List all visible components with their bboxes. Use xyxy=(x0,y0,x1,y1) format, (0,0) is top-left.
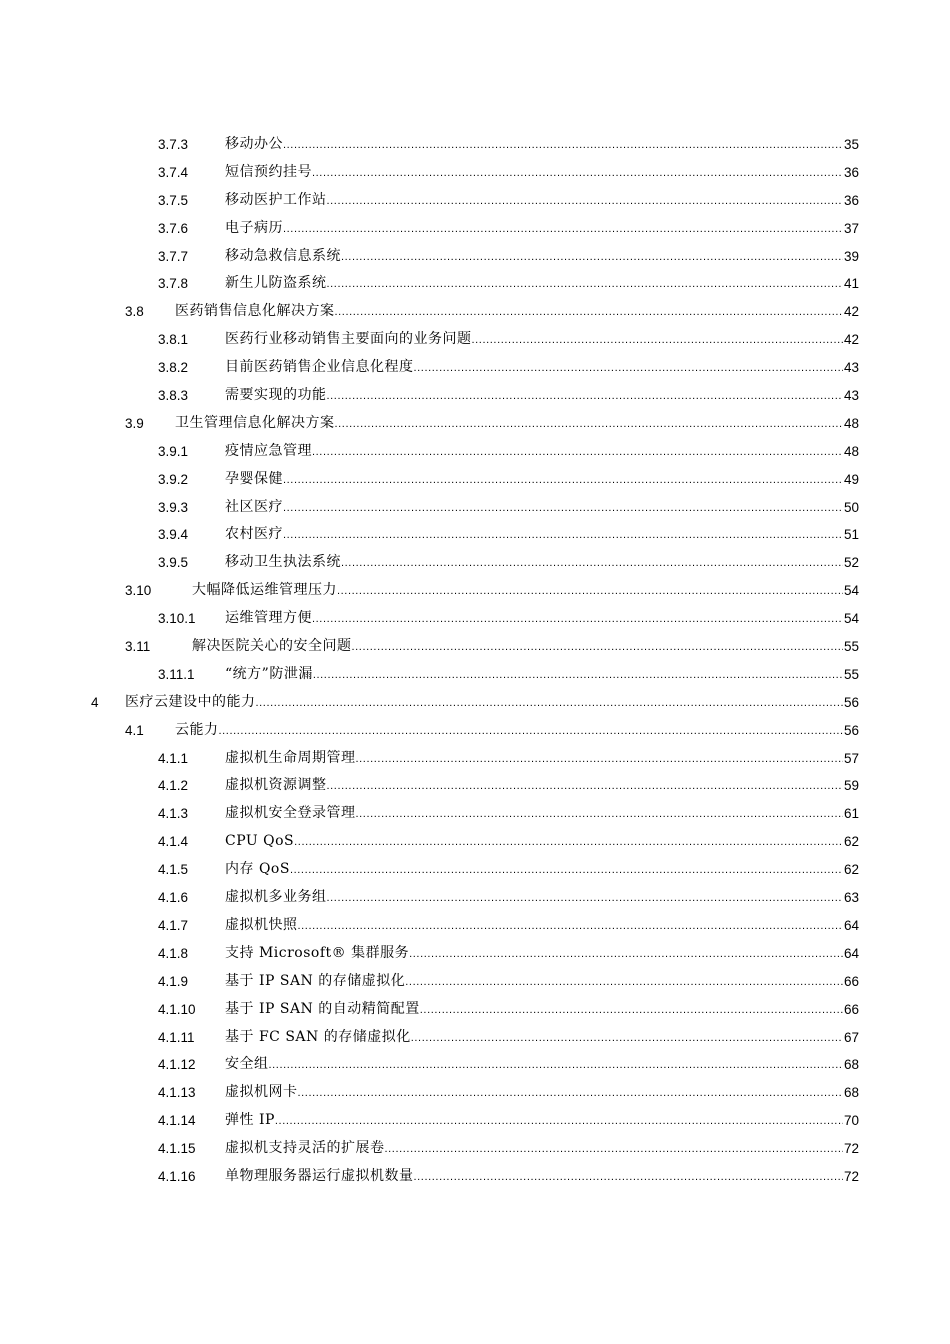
toc-entry-title-wrap xyxy=(175,717,843,745)
toc-entry-title-wrap xyxy=(225,800,843,828)
toc-dot-leader xyxy=(269,1052,843,1079)
toc-entry-title[interactable]: 单物理服务器运行虚拟机数量 xyxy=(225,1167,414,1184)
toc-entry-title[interactable]: 孕婴保健 xyxy=(225,470,283,487)
toc-entry[interactable] xyxy=(0,159,950,187)
toc-entry-number: 4.1.10 xyxy=(158,1001,196,1017)
toc-entry-title[interactable]: 虚拟机多业务组 xyxy=(225,889,327,906)
toc-entry-title[interactable]: 解决医院关心的安全问题 xyxy=(192,638,352,655)
toc-entry-title[interactable]: 虚拟机资源调整 xyxy=(225,777,327,794)
toc-entry-page-number[interactable]: 54 xyxy=(843,605,859,633)
toc-dot-leader xyxy=(283,216,843,243)
toc-entry-page-number[interactable]: 36 xyxy=(843,159,859,187)
toc-entry-page-number[interactable]: 72 xyxy=(843,1163,859,1191)
toc-entry[interactable] xyxy=(0,131,950,159)
toc-dot-leader xyxy=(312,160,843,187)
toc-entry-page-number[interactable]: 70 xyxy=(843,1107,859,1135)
toc-entry-title-wrap xyxy=(225,494,843,522)
toc-entry[interactable] xyxy=(0,1135,950,1163)
toc-entry-title-wrap xyxy=(225,856,843,884)
toc-entry-page-number[interactable]: 49 xyxy=(843,466,859,494)
toc-entry-page-number[interactable]: 59 xyxy=(843,772,859,800)
toc-dot-leader xyxy=(327,773,843,800)
toc-dot-leader xyxy=(385,1136,843,1163)
toc-entry-page-number[interactable]: 42 xyxy=(843,298,859,326)
toc-entry-title-wrap xyxy=(225,215,843,243)
toc-entry-number: 3.9.5 xyxy=(158,555,189,571)
toc-entry-page-number[interactable]: 64 xyxy=(843,912,859,940)
toc-entry-title-wrap xyxy=(225,828,843,856)
toc-entry-page-number[interactable]: 50 xyxy=(843,494,859,522)
toc-entry-title-wrap xyxy=(225,131,843,159)
toc-entry[interactable] xyxy=(0,354,950,382)
toc-dot-leader xyxy=(290,857,843,884)
toc-dot-leader xyxy=(283,467,843,494)
toc-entry-number: 4.1.1 xyxy=(158,750,189,766)
toc-entry-page-number[interactable]: 57 xyxy=(843,745,859,773)
toc-entry-title-wrap xyxy=(225,605,843,633)
toc-entry-title-wrap xyxy=(225,382,843,410)
toc-entry[interactable] xyxy=(0,772,950,800)
toc-entry-title-wrap xyxy=(225,270,843,298)
toc-entry-number: 3.7.7 xyxy=(158,248,189,264)
toc-entry[interactable] xyxy=(0,996,950,1024)
toc-entry-title[interactable]: 移动办公 xyxy=(225,136,283,152)
toc-dot-leader xyxy=(327,885,843,912)
toc-entry-title-wrap xyxy=(175,410,843,438)
toc-entry-page-number[interactable]: 54 xyxy=(843,577,859,605)
toc-entry[interactable] xyxy=(0,521,950,549)
toc-entry[interactable] xyxy=(0,577,950,605)
toc-entry-number: 3.8.1 xyxy=(158,332,189,348)
toc-entry-title-wrap xyxy=(225,745,843,773)
toc-dot-leader xyxy=(356,801,843,828)
toc-dot-leader xyxy=(294,829,843,856)
toc-entry-page-number[interactable]: 68 xyxy=(843,1051,859,1079)
toc-entry-title[interactable]: 卫生管理信息化解决方案 xyxy=(175,414,335,431)
toc-entry-number: 4.1 xyxy=(125,722,144,738)
toc-entry[interactable] xyxy=(0,494,950,522)
toc-entry-title-wrap xyxy=(225,438,843,466)
toc-entry-title-wrap xyxy=(225,549,843,577)
toc-dot-leader xyxy=(414,355,843,382)
toc-dot-leader xyxy=(312,606,843,633)
toc-entry-title-wrap xyxy=(225,968,843,996)
toc-entry-title[interactable]: 移动医护工作站 xyxy=(225,191,327,208)
toc-entry-title[interactable]: 运维管理方便 xyxy=(225,610,312,627)
toc-entry-title-wrap xyxy=(225,1079,843,1107)
toc-entry-number: 4.1.13 xyxy=(158,1085,196,1101)
toc-entry-number: 3.10 xyxy=(125,583,152,599)
toc-entry-page-number[interactable]: 64 xyxy=(843,940,859,968)
toc-entry-number: 3.9 xyxy=(125,415,144,431)
toc-entry-title[interactable]: 虚拟机生命周期管理 xyxy=(225,749,356,766)
toc-entry-page-number[interactable]: 62 xyxy=(843,856,859,884)
toc-entry-page-number[interactable]: 48 xyxy=(843,438,859,466)
toc-entry-page-number[interactable]: 35 xyxy=(843,131,859,159)
toc-entry-number: 4.1.16 xyxy=(158,1168,196,1184)
toc-entry-page-number[interactable]: 36 xyxy=(843,187,859,215)
toc-dot-leader xyxy=(356,746,843,773)
toc-entry-title-wrap xyxy=(225,521,843,549)
toc-entry-title-wrap xyxy=(225,159,843,187)
toc-entry[interactable] xyxy=(0,298,950,326)
toc-entry[interactable] xyxy=(0,1051,950,1079)
toc-entry-title-wrap xyxy=(225,940,843,968)
toc-entry[interactable] xyxy=(0,940,950,968)
toc-entry-number: 4.1.7 xyxy=(158,917,189,933)
toc-entry-title[interactable]: 基于 FC SAN 的存储虚拟化 xyxy=(225,1028,411,1045)
toc-dot-leader xyxy=(327,188,843,215)
toc-entry[interactable] xyxy=(0,215,950,243)
toc-entry-number: 3.10.1 xyxy=(158,611,196,627)
toc-entry-page-number[interactable]: 39 xyxy=(843,243,859,271)
toc-entry[interactable] xyxy=(0,1163,950,1191)
toc-dot-leader xyxy=(414,1164,843,1191)
toc-entry-title[interactable]: 医药行业移动销售主要面向的业务问题 xyxy=(225,331,472,348)
toc-entry[interactable] xyxy=(0,745,950,773)
toc-dot-leader xyxy=(313,662,843,689)
toc-entry-number: 4.1.11 xyxy=(158,1029,195,1045)
toc-entry-title-wrap xyxy=(225,1163,843,1191)
toc-entry-title-wrap xyxy=(225,1024,843,1052)
toc-dot-leader xyxy=(275,1108,843,1135)
toc-entry-title-wrap xyxy=(175,298,843,326)
toc-entry[interactable] xyxy=(0,438,950,466)
toc-entry-page-number[interactable]: 63 xyxy=(843,884,859,912)
toc-dot-leader xyxy=(341,244,843,271)
toc-entry-page-number[interactable]: 43 xyxy=(843,354,859,382)
toc-dot-leader xyxy=(327,383,843,410)
toc-dot-leader xyxy=(341,550,843,577)
toc-entry-title-wrap xyxy=(225,912,843,940)
toc-entry[interactable] xyxy=(0,800,950,828)
toc-entry-number: 3.7.3 xyxy=(158,137,189,152)
toc-dot-leader xyxy=(312,439,843,466)
toc-entry-number: 3.11 xyxy=(125,639,151,655)
toc-entry-title-wrap xyxy=(225,772,843,800)
toc-entry-title[interactable]: 虚拟机安全登录管理 xyxy=(225,805,356,822)
toc-entry-title[interactable]: 云能力 xyxy=(175,721,219,738)
toc-entry-title[interactable]: 基于 IP SAN 的自动精简配置 xyxy=(225,1000,420,1017)
toc-entry-title-wrap xyxy=(225,1107,843,1135)
toc-dot-leader xyxy=(256,690,843,717)
toc-entry-title-wrap xyxy=(225,187,843,215)
toc-entry[interactable] xyxy=(0,661,950,689)
toc-entry-title[interactable]: 疫情应急管理 xyxy=(225,442,312,459)
toc-dot-leader xyxy=(337,578,843,605)
toc-entry-number: 3.11.1 xyxy=(158,666,195,682)
toc-entry-title-wrap xyxy=(192,633,843,661)
toc-entry-number: 3.7.5 xyxy=(158,192,189,208)
toc-entry-number: 3.7.4 xyxy=(158,164,189,180)
toc-dot-leader xyxy=(335,411,843,438)
toc-entry-number: 3.8.3 xyxy=(158,388,189,404)
toc-entry-number: 4.1.6 xyxy=(158,890,189,906)
toc-entry-title[interactable]: 需要实现的功能 xyxy=(225,387,327,404)
toc-dot-leader xyxy=(405,969,843,996)
toc-dot-leader xyxy=(420,997,843,1024)
toc-entry-page-number[interactable]: 62 xyxy=(843,828,859,856)
toc-entry-title-wrap xyxy=(225,1051,843,1079)
toc-entry-number: 4.1.3 xyxy=(158,806,189,822)
toc-entry-title[interactable]: “统方”防泄漏 xyxy=(225,665,313,682)
toc-entry[interactable] xyxy=(0,689,950,717)
toc-dot-leader xyxy=(411,1025,843,1052)
toc-entry-number: 4.1.2 xyxy=(158,778,189,794)
toc-dot-leader xyxy=(335,299,843,326)
toc-entry-number: 4.1.4 xyxy=(158,834,189,850)
toc-entry-title[interactable]: 新生儿防盗系统 xyxy=(225,275,327,292)
toc-entry-number: 3.7.6 xyxy=(158,220,189,236)
toc-entry-page-number[interactable]: 56 xyxy=(843,717,859,745)
table-of-contents xyxy=(0,131,950,1191)
toc-entry[interactable] xyxy=(0,828,950,856)
toc-entry-title[interactable]: 农村医疗 xyxy=(225,526,283,543)
toc-entry-title[interactable]: 内存 QoS xyxy=(225,861,290,878)
toc-entry-title[interactable]: 安全组 xyxy=(225,1056,269,1073)
toc-entry-title[interactable]: 弹性 IP xyxy=(225,1112,275,1129)
toc-entry-number: 4.1.14 xyxy=(158,1113,196,1129)
toc-entry-page-number[interactable]: 43 xyxy=(843,382,859,410)
toc-entry[interactable] xyxy=(0,1079,950,1107)
toc-entry-title-wrap xyxy=(192,577,843,605)
toc-entry-page-number[interactable]: 68 xyxy=(843,1079,859,1107)
toc-entry-page-number[interactable]: 66 xyxy=(843,968,859,996)
toc-entry-title-wrap xyxy=(225,326,843,354)
toc-entry-title[interactable]: 基于 IP SAN 的存储虚拟化 xyxy=(225,972,406,989)
toc-entry[interactable] xyxy=(0,187,950,215)
toc-entry-number: 3.9.1 xyxy=(158,443,189,459)
toc-dot-leader xyxy=(298,913,843,940)
toc-entry-number: 4.1.12 xyxy=(158,1057,196,1073)
toc-entry-title[interactable]: 社区医疗 xyxy=(225,498,283,515)
toc-entry-title[interactable]: 虚拟机支持灵活的扩展卷 xyxy=(225,1140,385,1157)
toc-entry-title-wrap xyxy=(225,466,843,494)
toc-entry-number: 3.8.2 xyxy=(158,360,189,376)
toc-entry-title-wrap xyxy=(225,884,843,912)
toc-entry[interactable] xyxy=(0,466,950,494)
toc-entry-page-number[interactable]: 55 xyxy=(843,633,859,661)
toc-entry[interactable] xyxy=(0,884,950,912)
toc-dot-leader xyxy=(283,495,843,522)
toc-dot-leader xyxy=(409,941,843,968)
toc-entry-title[interactable]: 支持 Microsoft® 集群服务 xyxy=(225,944,410,961)
toc-dot-leader xyxy=(327,271,843,298)
toc-dot-leader xyxy=(298,1080,843,1107)
toc-entry-number: 3.8 xyxy=(125,304,144,320)
toc-entry-title[interactable]: 目前医药销售企业信息化程度 xyxy=(225,359,414,376)
toc-entry-title-wrap xyxy=(125,689,843,717)
toc-entry-title[interactable]: 虚拟机快照 xyxy=(225,916,298,933)
toc-entry-page-number[interactable]: 37 xyxy=(843,215,859,243)
toc-entry-title-wrap xyxy=(225,354,843,382)
toc-entry[interactable] xyxy=(0,633,950,661)
toc-entry-title[interactable]: 移动急救信息系统 xyxy=(225,247,341,264)
toc-entry[interactable] xyxy=(0,1024,950,1052)
toc-entry[interactable] xyxy=(0,326,950,354)
toc-entry-title[interactable]: 电子病历 xyxy=(225,219,283,236)
toc-entry[interactable] xyxy=(0,856,950,884)
toc-entry-page-number[interactable]: 41 xyxy=(843,270,859,298)
toc-entry-number: 3.9.4 xyxy=(158,527,189,543)
toc-dot-leader xyxy=(472,327,843,354)
toc-entry-title[interactable]: 移动卫生执法系统 xyxy=(225,554,341,571)
toc-entry-page-number[interactable]: 66 xyxy=(843,996,859,1024)
toc-entry-number: 3.9.2 xyxy=(158,471,189,487)
toc-dot-leader xyxy=(283,522,843,549)
toc-entry-page-number[interactable]: 67 xyxy=(843,1024,859,1052)
toc-entry-page-number[interactable]: 61 xyxy=(843,800,859,828)
toc-entry-title[interactable]: 医疗云建设中的能力 xyxy=(125,693,256,710)
toc-entry-page-number[interactable]: 42 xyxy=(843,326,859,354)
toc-dot-leader xyxy=(283,132,843,159)
toc-entry-title-wrap xyxy=(225,1135,843,1163)
toc-entry-page-number[interactable]: 72 xyxy=(843,1135,859,1163)
toc-entry-number: 3.9.3 xyxy=(158,499,189,515)
toc-entry-title[interactable]: CPU QoS xyxy=(225,833,295,850)
toc-entry-number: 4 xyxy=(91,694,99,710)
toc-entry-number: 4.1.8 xyxy=(158,945,189,961)
toc-entry-title[interactable]: 虚拟机网卡 xyxy=(225,1084,298,1101)
toc-entry-page-number[interactable]: 56 xyxy=(843,689,859,717)
toc-entry-number: 4.1.9 xyxy=(158,973,189,989)
toc-entry-number: 4.1.5 xyxy=(158,862,189,878)
toc-entry-title-wrap xyxy=(225,243,843,271)
toc-dot-leader xyxy=(219,718,843,745)
toc-entry[interactable] xyxy=(0,410,950,438)
toc-entry[interactable] xyxy=(0,968,950,996)
toc-entry-page-number[interactable]: 55 xyxy=(843,661,859,689)
toc-entry[interactable] xyxy=(0,717,950,745)
toc-entry[interactable] xyxy=(0,382,950,410)
toc-entry-page-number[interactable]: 51 xyxy=(843,521,859,549)
toc-entry-title[interactable]: 短信预约挂号 xyxy=(225,163,312,180)
toc-entry[interactable] xyxy=(0,549,950,577)
toc-entry[interactable] xyxy=(0,912,950,940)
toc-entry-number: 3.7.8 xyxy=(158,276,189,292)
toc-entry-title-wrap xyxy=(225,661,843,689)
toc-dot-leader xyxy=(352,634,843,661)
toc-entry-title-wrap xyxy=(225,996,843,1024)
toc-entry[interactable] xyxy=(0,270,950,298)
toc-entry-page-number[interactable]: 48 xyxy=(843,410,859,438)
toc-entry-title[interactable]: 医药销售信息化解决方案 xyxy=(175,303,335,320)
toc-entry-title[interactable]: 大幅降低运维管理压力 xyxy=(192,582,337,599)
toc-entry-page-number[interactable]: 52 xyxy=(843,549,859,577)
toc-entry[interactable] xyxy=(0,605,950,633)
toc-entry-number: 4.1.15 xyxy=(158,1141,196,1157)
toc-entry[interactable] xyxy=(0,243,950,271)
toc-entry[interactable] xyxy=(0,1107,950,1135)
